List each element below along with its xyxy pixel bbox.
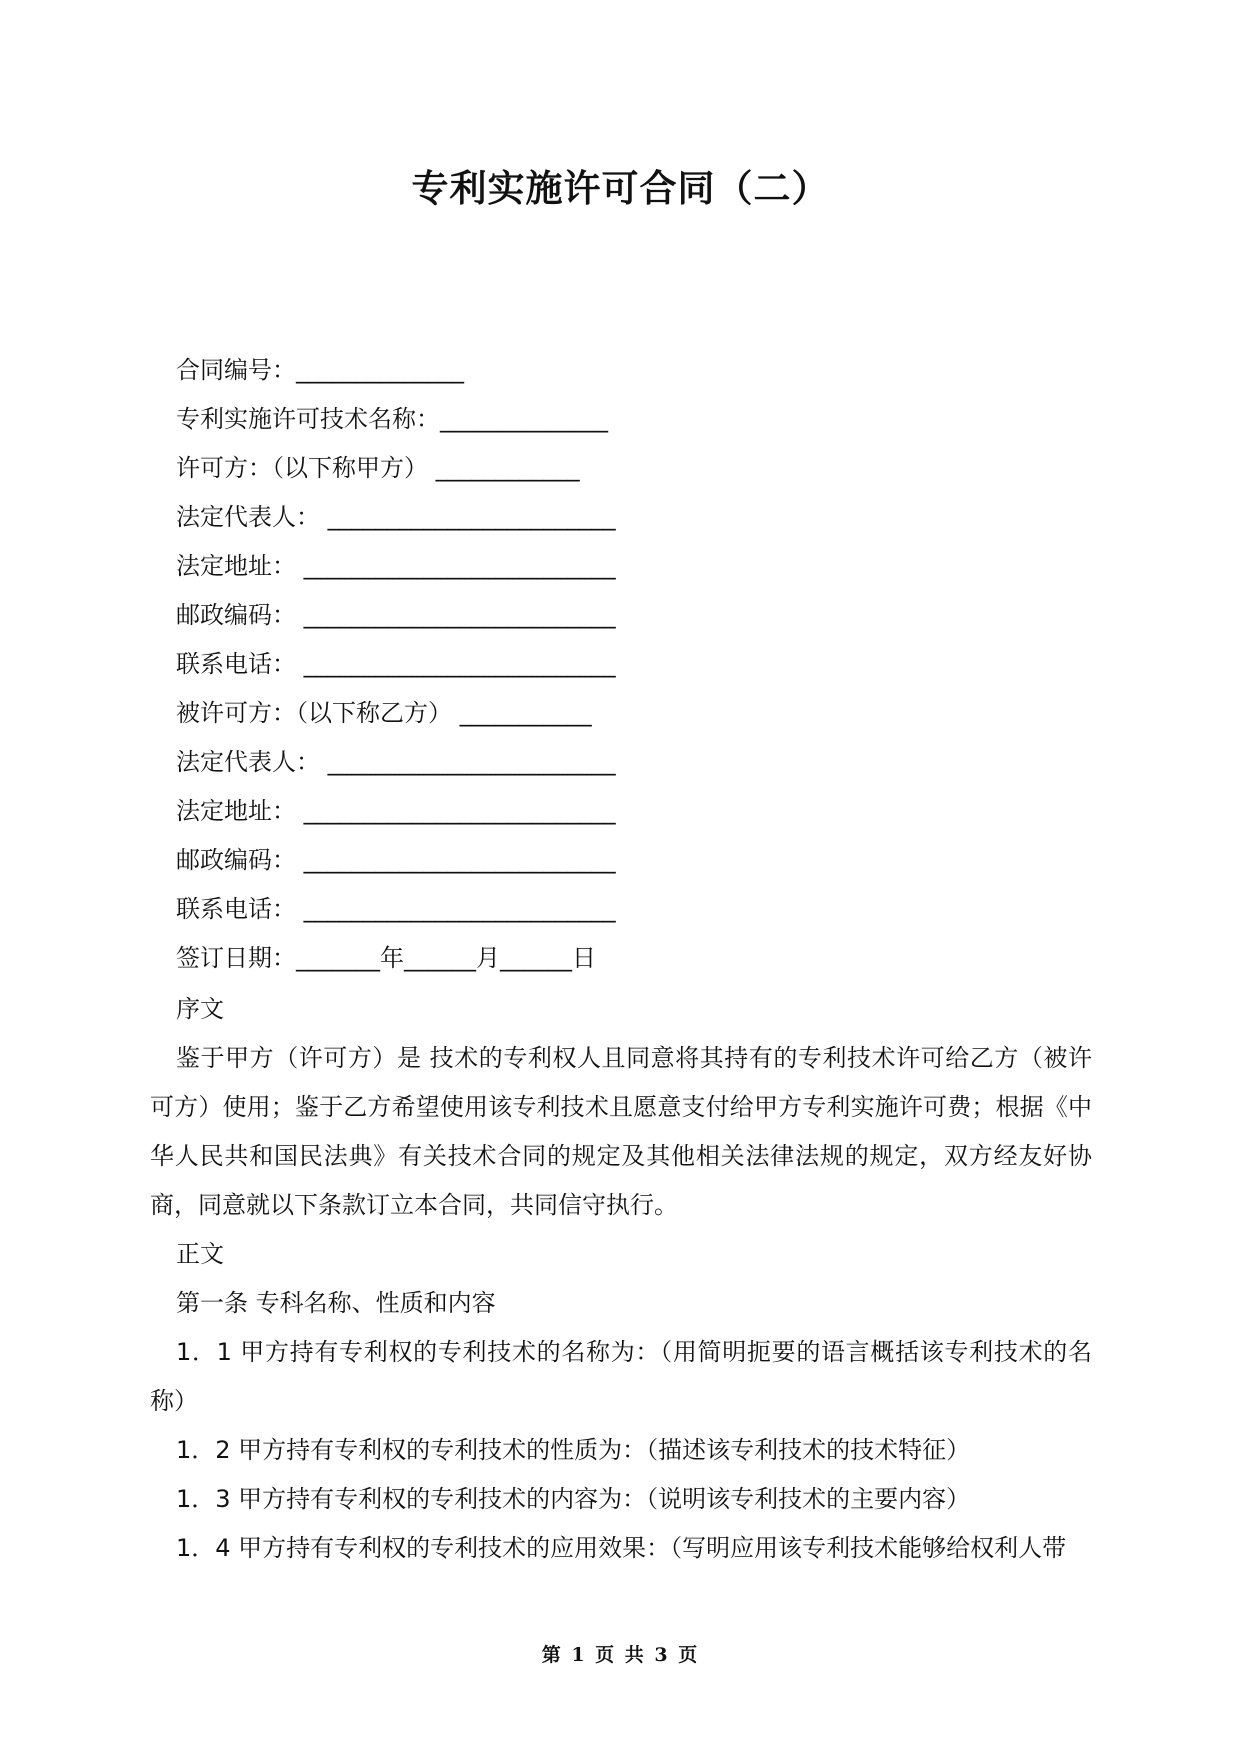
page-number-footer: 第 1 页 共 3 页	[541, 1644, 700, 1666]
field-technology-name: 专利实施许可技术名称：______________	[176, 405, 608, 433]
contract-body	[150, 985, 1092, 1573]
clause-1-4: 1．4 甲方持有专利权的专利技术的应用效果：（写明应用该专利技术能够给权利人带	[176, 1534, 1067, 1562]
field-contract-number: 合同编号：______________	[176, 356, 464, 384]
document-title: 专利实施许可合同（二）	[411, 167, 830, 210]
field-licensee: 被许可方：（以下称乙方） ___________	[176, 699, 592, 727]
field-licensee-representative: 法定代表人： ________________________	[176, 748, 616, 776]
field-licensor-address: 法定地址： __________________________	[176, 552, 616, 580]
field-signing-date: 签订日期：_______年______月______日	[176, 944, 596, 972]
field-licensor: 许可方：（以下称甲方） ____________	[176, 454, 580, 482]
article-1-heading: 第一条 专科名称、性质和内容	[176, 1289, 496, 1317]
body-heading: 正文	[176, 1240, 224, 1268]
preface-heading: 序文	[176, 995, 224, 1023]
clause-1-2: 1．2 甲方持有专利权的专利技术的性质为：（描述该专利技术的技术特征）	[176, 1436, 971, 1464]
field-licensor-postcode: 邮政编码： __________________________	[176, 601, 616, 629]
field-licensor-representative: 法定代表人： ________________________	[176, 503, 616, 531]
contract-fields	[176, 352, 696, 989]
field-licensee-address: 法定地址： __________________________	[176, 797, 616, 825]
field-licensee-phone: 联系电话： __________________________	[176, 895, 616, 923]
clause-1-3: 1．3 甲方持有专利权的专利技术的内容为：（说明该专利技术的主要内容）	[176, 1485, 971, 1513]
field-licensor-phone: 联系电话： __________________________	[176, 650, 616, 678]
clause-1-1: 1．1 甲方持有专利权的专利技术的名称为：（用简明扼要的语言概括该专利技术的名称）	[150, 1338, 1092, 1415]
preface-paragraph: 鉴于甲方（许可方）是 技术的专利权人且同意将其持有的专利技术许可给乙方（被许可方）使用；鉴于乙方希望使用该专利技术且愿意支付给甲方专利实施许可费；根据《中华人民共和国民法典》有关技术合同的规定及其他相关法律法规的规定，双方经友好协商，同意就以下条款订立本合同，共同信守执行。	[150, 1044, 1092, 1219]
field-licensee-postcode: 邮政编码： __________________________	[176, 846, 616, 874]
